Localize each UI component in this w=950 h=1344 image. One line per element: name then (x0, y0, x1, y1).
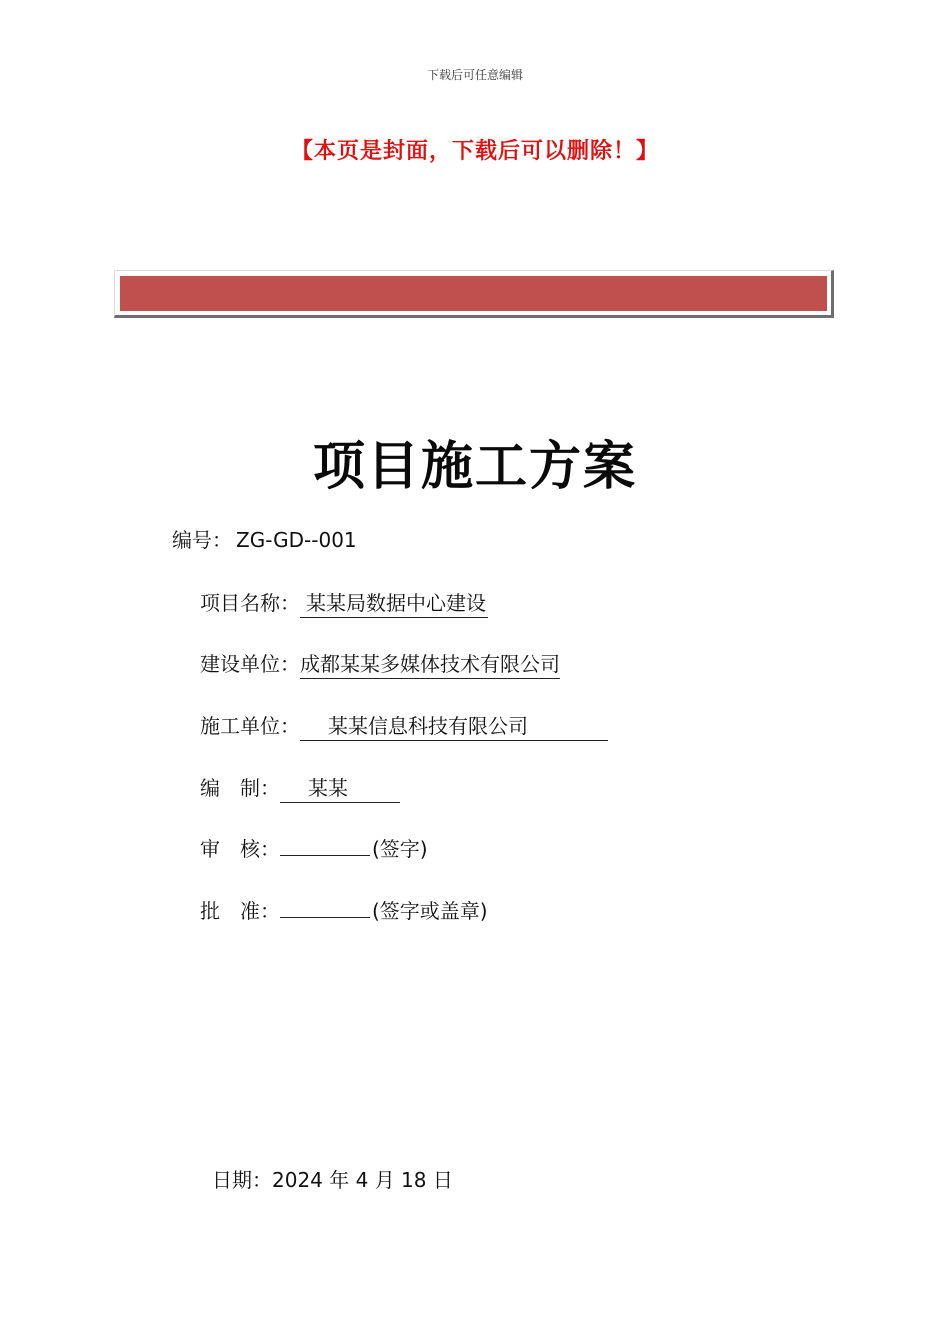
field-construction-unit-label: 施工单位： (200, 714, 300, 738)
field-approved-by-suffix: (签字或盖章) (372, 899, 488, 923)
field-client-unit-label: 建设单位： (200, 652, 300, 676)
field-client-unit (200, 650, 560, 679)
field-reviewed-by (200, 835, 428, 863)
field-reviewed-by-label: 审 核： (200, 837, 280, 861)
banner-fill (120, 276, 827, 311)
field-number (172, 526, 357, 554)
field-number-value: ZG-GD--001 (236, 528, 357, 552)
field-reviewed-by-suffix: (签字) (372, 837, 428, 861)
cover-notice: 【本页是封面，下载后可以删除！】 (290, 139, 659, 164)
decorative-banner (114, 270, 834, 318)
header-note: 下载后可任意编辑 (426, 68, 523, 82)
date-label: 日期： (212, 1168, 272, 1192)
field-project-name-value: 某某局数据中心建设 (300, 589, 488, 618)
date-value: 2024 年 4 月 18 日 (272, 1168, 453, 1192)
field-project-name (200, 589, 488, 618)
signature-line (280, 835, 370, 856)
date-line (212, 1166, 453, 1194)
field-compiled-by (200, 774, 400, 803)
field-project-name-label: 项目名称： (200, 591, 300, 615)
signature-line (280, 897, 370, 918)
field-approved-by-label: 批 准： (200, 899, 280, 923)
field-compiled-by-value: 某某 (280, 774, 400, 803)
document-title: 项目施工方案 (312, 437, 637, 497)
field-number-label: 编号： (172, 528, 232, 552)
field-construction-unit (200, 712, 608, 741)
field-client-unit-value: 成都某某多媒体技术有限公司 (300, 650, 560, 679)
field-construction-unit-value: 某某信息科技有限公司 (300, 712, 608, 741)
field-compiled-by-label: 编 制： (200, 776, 280, 800)
field-approved-by (200, 897, 488, 925)
